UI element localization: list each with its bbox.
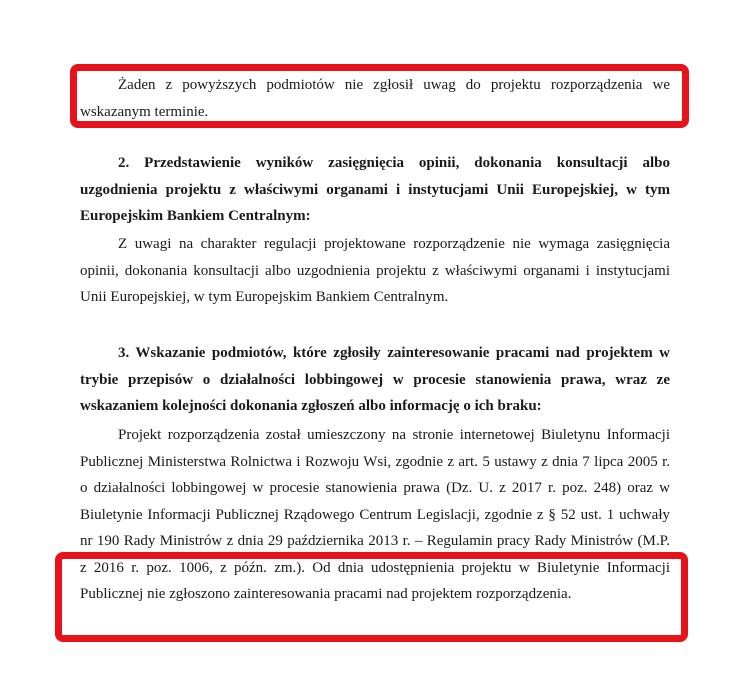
paragraph-lobbying: Projekt rozporządzenia został umieszczony na stronie internetowej Biuletynu Informacji Publicznej Ministerstwa Rolnictwa i Rozwoju Wsi, zgodnie z art. 5 ustawy z dnia 7 lipca 2005 r. o działalności lobbingowej w procesie stanowienia prawa (Dz. U. z 2017 r. poz. 248) oraz w Biuletynie Informacji Publicznej Rządowego Centrum Legislacji, zgodnie z § 52 ust. 1 uchwały nr 190 Rady Ministrów z dnia 29 października 2013 r. – Regulamin pracy Rady Ministrów (M.P. z 2016 r. poz. 1006, z późn. zm.). Od dnia udostępnienia projektu w Biuletynie Informacji Publicznej nie zgłoszono zainteresowania pracami nad projektem rozporządzenia. bbox=[80, 427, 670, 602]
paragraph-no-comments: Żaden z powyższych podmiotów nie zgłosił uwag do projektu rozporządzenia we wskazanym terminie. bbox=[80, 77, 670, 120]
paragraph-eu-consultation: Z uwagi na charakter regulacji projektowane rozporządzenie nie wymaga zasięgnięcia opinii, dokonania konsultacji albo uzgodnienia projektu z właściwymi organami i instytucjami Unii Europejskiej, w tym Europejskim Bankiem Centralnym. bbox=[80, 236, 670, 305]
section-2-heading: 2. Przedstawienie wyników zasięgnięcia opinii, dokonania konsultacji albo uzgodnienia projektu z właściwymi organami i instytucjami Unii Europejskiej, w tym Europejskim Bankiem Centralnym: bbox=[80, 155, 670, 224]
section-3-heading: 3. Wskazanie podmiotów, które zgłosiły zainteresowanie pracami nad projektem w trybie przepisów o działalności lobbingowej w procesie stanowienia prawa, wraz ze wskazaniem kolejności dokonania zgłoszeń albo informację o ich braku: bbox=[80, 345, 670, 414]
